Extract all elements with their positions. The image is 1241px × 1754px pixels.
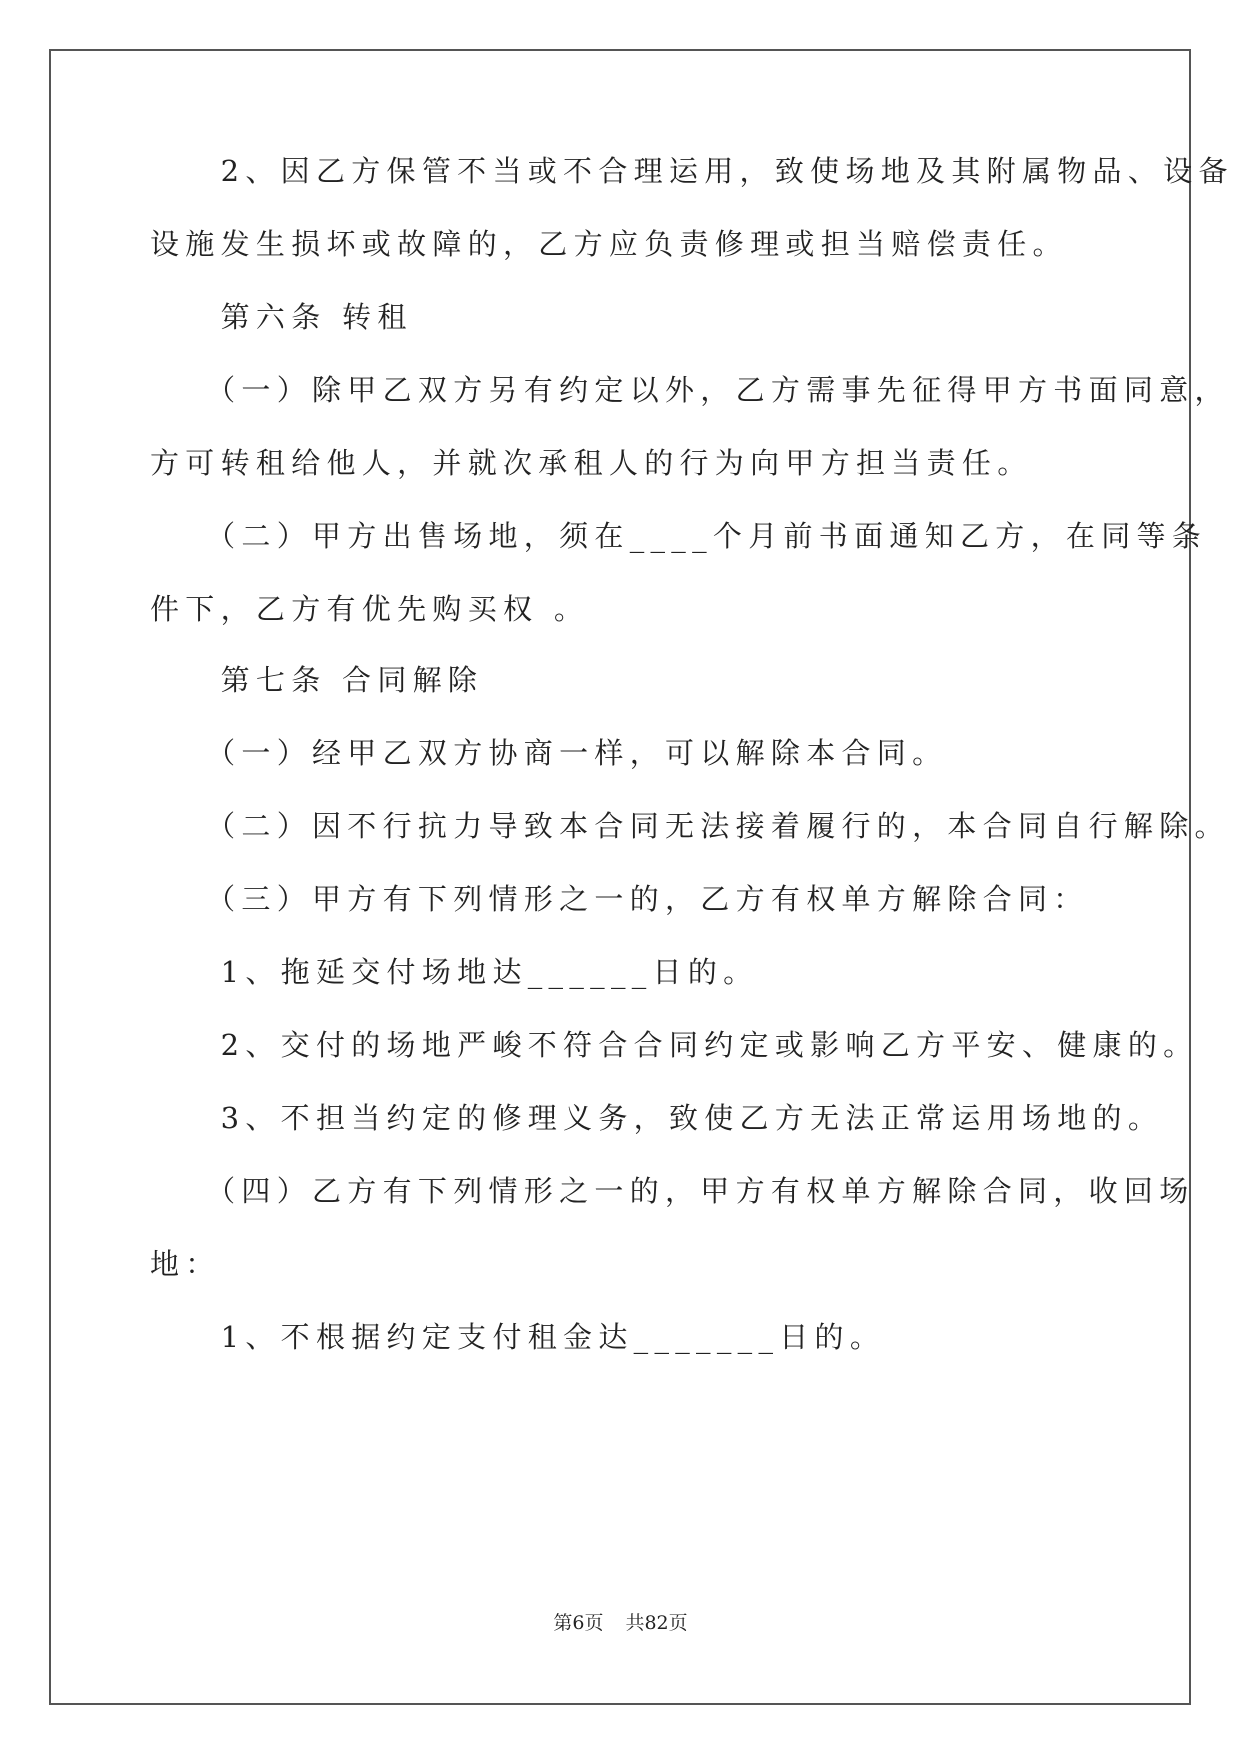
text-line: 件下，乙方有优先购买权 。 [150,592,590,626]
page-footer [0,1612,1241,1634]
text-line: 设施发生损坏或故障的，乙方应负责修理或担当赔偿责任。 [150,227,1068,261]
page-border [49,49,1234,1705]
text-line: （一）经甲乙双方协商一样，可以解除本合同。 [150,736,948,770]
text-line: （四）乙方有下列情形之一的，甲方有权单方解除合同，收回场 [150,1174,1195,1208]
text-line: 3、不担当约定的修理义务，致使乙方无法正常运用场地的。 [150,1101,1164,1135]
section-heading: 第六条 转租 [150,300,413,334]
section-heading: 第七条 合同解除 [150,663,484,697]
text-line: （三）甲方有下列情形之一的，乙方有权单方解除合同： [150,882,1089,916]
text-line: （二）甲方出售场地，须在____个月前书面通知乙方，在同等条 [150,519,1208,553]
text-line: 1、不根据约定支付租金达_______日的。 [150,1320,886,1354]
total-page-count: 共82页 [625,1612,688,1634]
text-line: （一）除甲乙双方另有约定以外，乙方需事先征得甲方书面同意， [150,373,1230,407]
text-line: 1、拖延交付场地达______日的。 [150,955,759,989]
text-line: 2、因乙方保管不当或不合理运用，致使场地及其附属物品、设备 [150,154,1234,188]
current-page-number: 第6页 [553,1612,604,1634]
text-line: 方可转租给他人，并就次承租人的行为向甲方担当责任。 [150,446,1033,480]
text-line: 2、交付的场地严峻不符合合同约定或影响乙方平安、健康的。 [150,1028,1199,1062]
text-line: 地： [150,1247,221,1281]
text-line: （二）因不行抗力导致本合同无法接着履行的，本合同自行解除。 [150,809,1230,843]
